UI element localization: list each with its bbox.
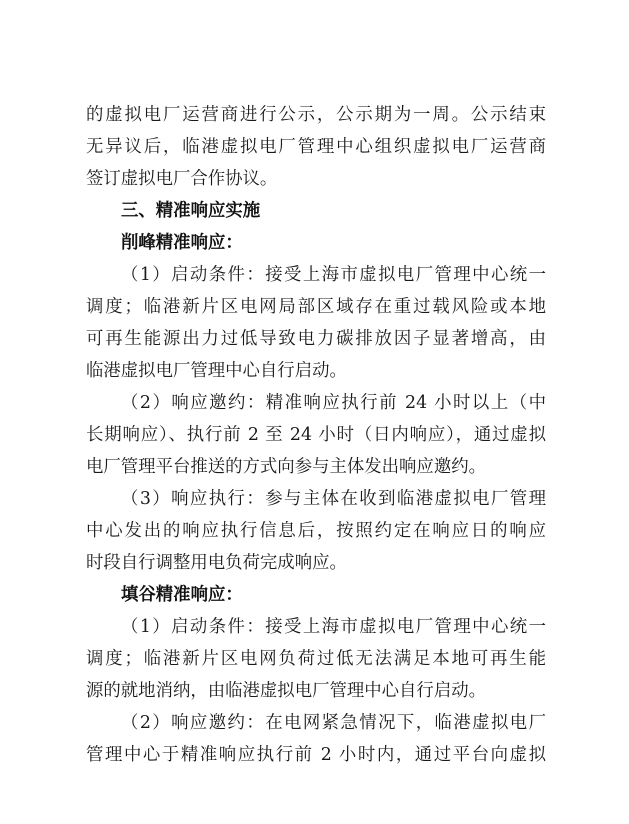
peak-item3-line-2: 中心发出的响应执行信息后，按照约定在响应日的响应 [86,521,546,541]
peak-item1-line-4: 临港虚拟电厂管理中心自行启动。 [86,361,347,381]
intro-line-3: 签订虚拟电厂合作协议。 [86,169,278,189]
valley-item1-line-1: （1）启动条件：接受上海市虚拟电厂管理中心统一 [121,617,546,637]
peak-item3-line-3: 时段自行调整用电负荷完成响应。 [86,553,347,573]
valley-item2-line-2: 管理中心于精准响应执行前 2 小时内，通过平台向虚拟 [86,745,546,765]
peak-item2-line-1: （2）响应邀约：精准响应执行前 24 小时以上（中 [121,393,546,413]
intro-line-2: 无异议后，临港虚拟电厂管理中心组织虚拟电厂运营商 [86,137,546,157]
peak-item1-line-2: 调度；临港新片区电网局部区域存在重过载风险或本地 [86,297,546,317]
peak-item2-line-2: 长期响应）、执行前 2 至 24 小时（日内响应），通过虚拟 [86,425,546,445]
peak-item3-line-1: （3）响应执行：参与主体在收到临港虚拟电厂管理 [121,489,546,509]
valley-item1-line-2: 调度；临港新片区电网负荷过低无法满足本地可再生能 [86,649,546,669]
valley-item2-line-1: （2）响应邀约：在电网紧急情况下，临港虚拟电厂 [121,713,546,733]
peak-item1-line-3: 可再生能源出力过低导致电力碳排放因子显著增高，由 [86,329,546,349]
peak-shaving-heading: 削峰精准响应： [121,233,243,253]
peak-item1-line-1: （1）启动条件：接受上海市虚拟电厂管理中心统一 [121,265,546,285]
intro-line-1: 的虚拟电厂运营商进行公示，公示期为一周。公示结束 [86,105,546,125]
peak-item2-line-3: 电厂管理平台推送的方式向参与主体发出响应邀约。 [86,457,486,477]
valley-filling-heading: 填谷精准响应： [121,585,243,605]
valley-item1-line-3: 源的就地消纳，由临港虚拟电厂管理中心自行启动。 [86,681,486,701]
section-heading: 三、精准响应实施 [121,201,261,221]
